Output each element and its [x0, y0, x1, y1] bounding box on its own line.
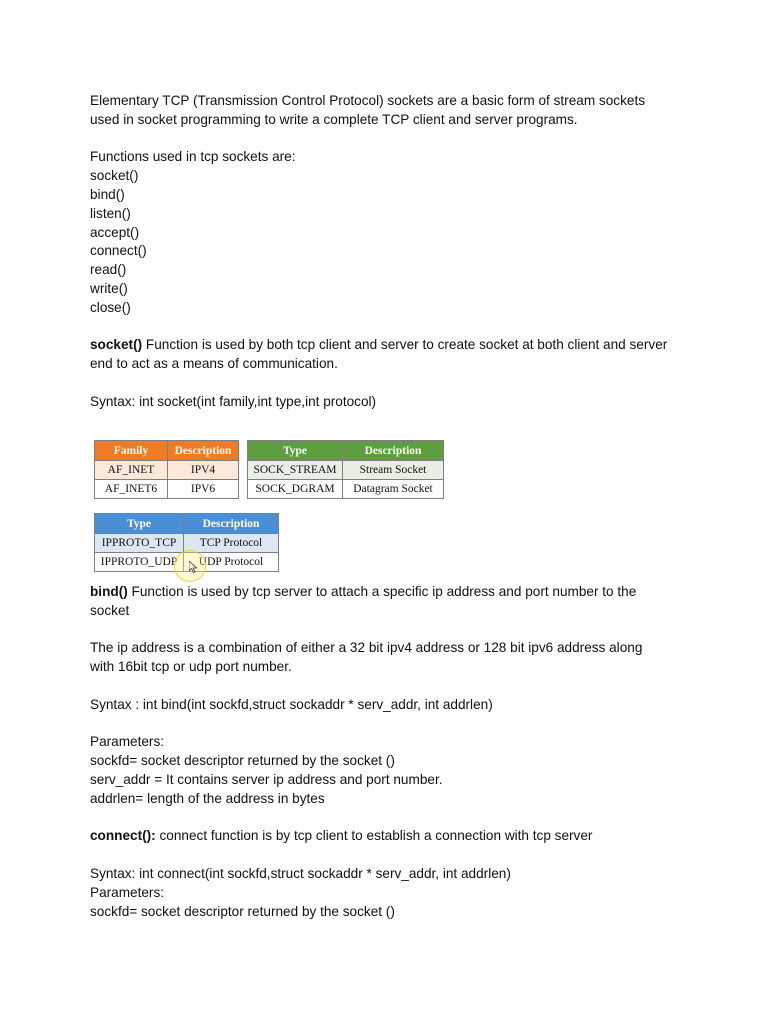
connect-desc: connect function is by tcp client to establish a connection with tcp server: [155, 828, 593, 844]
table-cell: UDP Protocol: [184, 553, 279, 572]
bind-param: serv_addr = It contains server ip address and port number.: [90, 771, 443, 787]
type-table: [247, 440, 444, 499]
table-cell: SOCK_DGRAM: [248, 480, 343, 499]
family-table: [94, 440, 239, 499]
type-header: Type: [95, 514, 184, 534]
socket-syntax: Syntax: int socket(int family,int type,int protocol): [90, 393, 377, 409]
connect-params-heading: Parameters:: [90, 884, 165, 900]
bind-param: addrlen= length of the address in bytes: [90, 790, 325, 806]
table-cell: IPPROTO_TCP: [95, 534, 184, 553]
table-cell: SOCK_STREAM: [248, 461, 343, 480]
connect-param: sockfd= socket descriptor returned by the socket (): [90, 903, 395, 919]
document-body-continued: [90, 583, 690, 921]
table-cell: Stream Socket: [343, 461, 444, 480]
intro-line-2: used in socket programming to write a complete TCP client and server programs.: [90, 111, 578, 127]
mouse-pointer-icon: [189, 561, 197, 573]
description-header: Description: [343, 441, 444, 461]
intro-line-1: Elementary TCP (Transmission Control Protocol) sockets are a basic form of stream sockets: [90, 93, 646, 108]
description-header: Description: [184, 514, 279, 534]
table-cell: IPV4: [168, 461, 239, 480]
socket-desc-1: Function is used by both tcp client and server to create socket at both client and server: [142, 337, 668, 353]
family-header: Family: [95, 441, 168, 461]
document-body: [90, 92, 690, 412]
ip-line-1: The ip address is a combination of either a 32 bit ipv4 address or 128 bit ipv6 address along: [90, 640, 643, 656]
table-cell: AF_INET: [95, 461, 168, 480]
bind-desc-2: socket: [90, 602, 130, 618]
function-item: close(): [90, 299, 131, 315]
bind-syntax: Syntax : int bind(int sockfd,struct sockaddr * serv_addr, int addrlen): [90, 696, 493, 712]
table-cell: Datagram Socket: [343, 480, 444, 499]
socket-desc-2: end to act as a means of communication.: [90, 356, 338, 372]
table-cell: IPV6: [168, 480, 239, 499]
table-cell: IPPROTO_UDP: [95, 553, 184, 572]
description-header: Description: [168, 441, 239, 461]
table-cell: AF_INET6: [95, 480, 168, 499]
socket-term: socket(): [90, 337, 143, 353]
bind-description-line-1: [90, 583, 690, 602]
function-item: socket(): [90, 168, 139, 184]
connect-syntax: Syntax: int connect(int sockfd,struct sockaddr * serv_addr, int addrlen): [90, 865, 511, 881]
function-item: bind(): [90, 186, 125, 202]
type-header: Type: [248, 441, 343, 461]
connect-term: connect():: [90, 828, 156, 844]
bind-term: bind(): [90, 584, 128, 599]
socket-description-line-1: [90, 336, 690, 355]
function-item: listen(): [90, 205, 131, 221]
function-item: connect(): [90, 243, 147, 259]
bind-params-heading: Parameters:: [90, 734, 165, 750]
table-cell: TCP Protocol: [184, 534, 279, 553]
function-item: accept(): [90, 224, 140, 240]
ip-line-2: with 16bit tcp or udp port number.: [90, 659, 292, 675]
function-item: read(): [90, 262, 127, 278]
connect-description: [90, 827, 690, 846]
functions-heading: Functions used in tcp sockets are:: [90, 149, 296, 165]
function-item: write(): [90, 280, 128, 296]
bind-param: sockfd= socket descriptor returned by the socket (): [90, 753, 395, 769]
bind-desc-1: Function is used by tcp server to attach a specific ip address and port number to the: [127, 584, 637, 599]
